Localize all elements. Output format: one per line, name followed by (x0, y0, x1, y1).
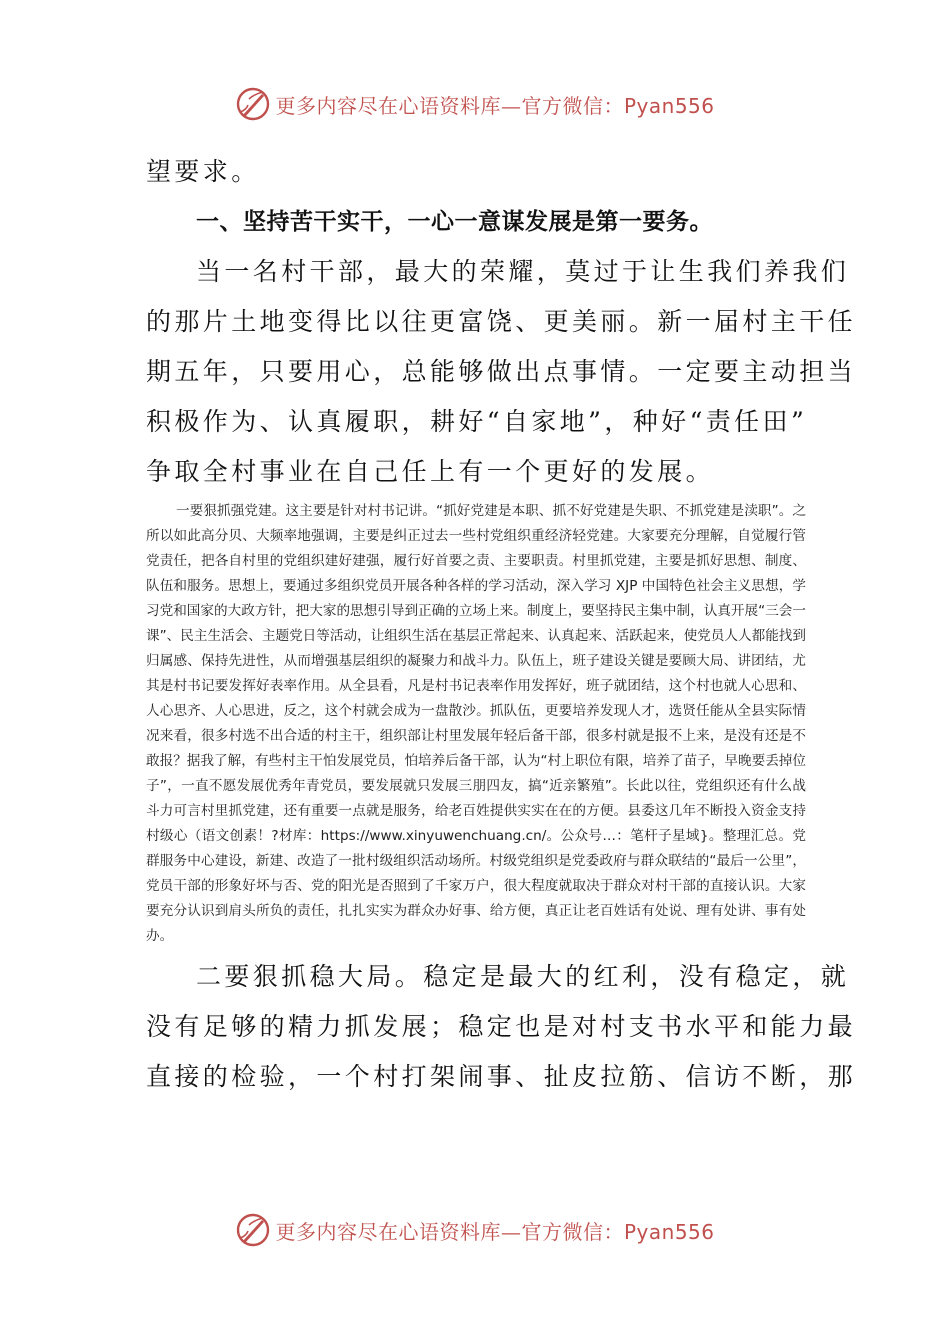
continued-line: 望要求。 (146, 157, 260, 186)
header-banner (0, 84, 950, 124)
banner-wechat-id: Pyan556 (623, 1219, 715, 1244)
section-heading: 一、坚持苦干实干，一心一意谋发展是第一要务。 (196, 209, 713, 235)
banner-wechat-id: Pyan556 (623, 93, 715, 118)
para1-line: 争取全村事业在自己任上有一个更好的发展。 (146, 457, 715, 486)
para3-line: 二要狠抓稳大局。稳定是最大的红利，没有稳定，就 (196, 962, 850, 991)
para1-line: 当一名村干部，最大的荣耀，莫过于让生我们养我们 (196, 257, 850, 286)
para3-line: 直接的检验，一个村打架闹事、扯皮拉筋、信访不断，那 (146, 1062, 857, 1091)
para1-line: 积极作为、认真履职，耕好“自家地”，种好“责任田” (146, 407, 808, 436)
quill-logo-icon (235, 1212, 271, 1248)
banner-text (275, 1216, 714, 1245)
quill-logo-icon (235, 86, 271, 122)
banner-label: 更多内容尽在心语资料库—官方微信： (275, 93, 624, 118)
banner-text (275, 90, 714, 119)
para1-line: 期五年，只要用心，总能够做出点事情。一定要主动担当 (146, 357, 857, 386)
party-building-paragraph: 一要狠抓强党建。这主要是针对村书记讲。“抓好党建是本职、抓不好党建是失职、不抓党建是渎职”。之所以如此高分贝、大频率地强调，主要是纠正过去一些村党组织重经济轻党建。大家要充分理解，自觉履行管党责任，把各自村里的党组织建好建强，履行好首要之责、主要职责。村里抓党建，主要是抓好思想、制度、队伍和服务。思想上，要通过多组织党员开展各种各样的学习活动，深入学习 XJP 中国特色社会主义思想，学习党和国家的大政方针，把大家的思想引导到正确的立场上来。制度上，要坚持民主集中制，认真开展“三会一课”、民主生活会、主题党日等活动，让组织生活在基层正常起来、认真起来、活跃起来，使党员人人都能找到归属感、保持先进性，从而增强基层组织的凝聚力和战斗力。队伍上，班子建设关键是要顾大局、讲团结，尤其是村书记要发挥好表率作用。从全县看，凡是村书记表率作用发挥好，班子就团结，这个村也就人心思和、人心思齐、人心思进，反之，这个村就会成为一盘散沙。抓队伍，更要培养发现人才，选贤任能从全县实际情况来看，很多村选不出合适的村主干，组织部让村里发展年轻后备干部，很多村就是报不上来，是没有还是不敢报？据我了解，有些村主干怕发展党员，怕培养后备干部，认为“村上职位有限，培养了苗子，早晚要丢掉位子”，一直不愿发展优秀年青党员，要发展就只发展三朋四友，搞“近亲繁殖”。长此以往，党组织还有什么战斗力可言村里抓党建，还有重要一点就是服务，给老百姓提供实实在在的方便。县委这几年不断投入资金支持村级心（语文创素！?材库：https://www.xinyuwenchuang.cn/。公众号…：笔杆子星域}。整理汇总。党群服务中心建设，新建、改造了一批村级组织活动场所。村级党组织是党委政府与群众联结的“最后一公里”，党员干部的形象好坏与否、党的阳光是否照到了千家万户，很大程度就取决于群众对村干部的直接认识。大家要充分认识到肩头所负的责任，扎扎实实为群众办好事、给方便，真正让老百姓话有处说、理有处讲、事有处办。 (146, 503, 806, 944)
footer-banner (0, 1210, 950, 1250)
banner-label: 更多内容尽在心语资料库—官方微信： (275, 1219, 624, 1244)
para3-line: 没有足够的精力抓发展；稳定也是对村支书水平和能力最 (146, 1012, 857, 1041)
para1-line: 的那片土地变得比以往更富饶、更美丽。新一届村主干任 (146, 307, 857, 336)
document-body (146, 147, 857, 1102)
